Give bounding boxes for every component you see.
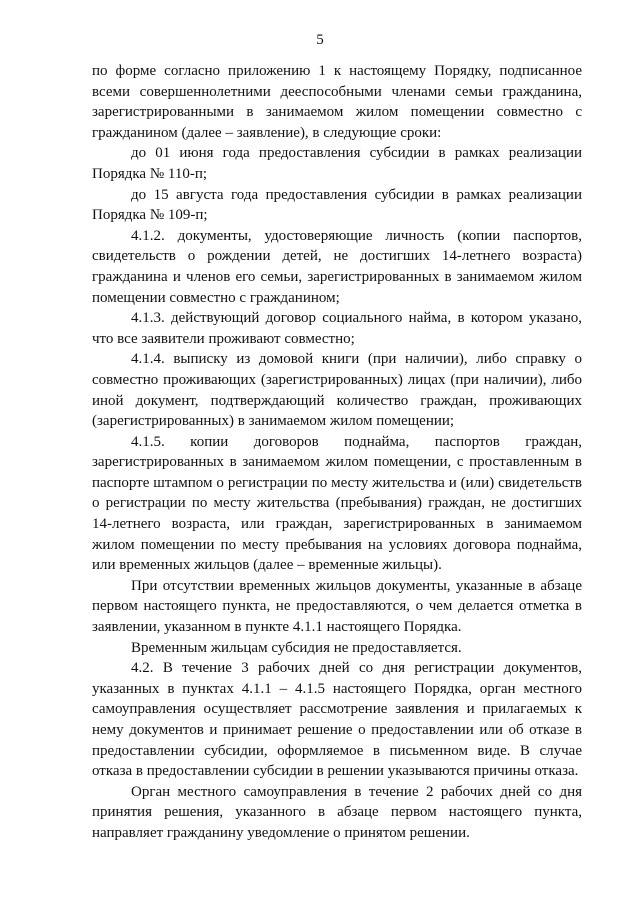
paragraph-4-1-3: 4.1.3. действующий договор социального найма, в котором указано, что все заявители проживают совместно; [92,310,582,347]
document-body [92,61,582,844]
paragraph-deadline-august: до 15 августа года предоставления субсидии в рамках реализации Порядка № 109-п; [92,186,582,224]
paragraph-4-1-4: 4.1.4. выписку из домовой книги (при наличии), либо справку о совместно проживающих (зарегистрированных) лицах (при наличии), либо иной документ, подтверждающий количество граждан, проживающих (зарегистрированных) в занимаемом жилом помещении; [92,351,582,430]
paragraph-4-1-2: 4.1.2. документы, удостоверяющие личность (копии паспортов, свидетельств о рождении детей, не достигших 14-летнего возраста) гражданина и членов его семьи, зарегистрированных в занимаемом жилом помещении совместно с гражданином; [92,227,582,306]
paragraph-4-2: 4.2. В течение 3 рабочих дней со дня регистрации документов, указанных в пунктах 4.1.1 – 4.1.5 настоящего Порядка, орган местного самоуправления осуществляет рассмотрение заявления и прилагаемых к нему документов и принимает решение о предоставлении или об отказе в предоставлении субсидии, оформляемое в письменном виде. В случае отказа в предоставлении субсидии в решении указываются причины отказа. [92,660,582,780]
paragraph-no-temporary-residents: При отсутствии временных жильцов документы, указанные в абзаце первом настоящего пункта, не предоставляются, о чем делается отметка в заявлении, указанном в пункте 4.1.1 настоящего Порядка. [92,577,582,636]
paragraph-4-1-5: 4.1.5. копии договоров поднайма, паспортов граждан, зарегистрированных в занимаемом жилом помещении, с проставленным в паспорте штампом о регистрации по месту жительства и (или) свидетельств о регистрации по месту жительства (пребывания) граждан, не достигших 14-летнего возраста, или граждан, зарегистрированных в занимаемом жилом помещении по месту пребывания на условиях договора поднайма, или временных жильцов (далее – временные жильцы). [92,433,582,574]
page-number: 5 [316,32,324,48]
paragraph-deadline-june: до 01 июня года предоставления субсидии в рамках реализации Порядка № 110-п; [92,145,582,182]
paragraph-application-form: по форме согласно приложению 1 к настоящему Порядку, подписанное всеми совершеннолетними дееспособными членами семьи гражданина, зарегистрированными в занимаемом жилом помещении совместно с гражданином (далее – заявление), в следующие сроки: [92,63,582,141]
paragraph-temporary-residents-no-subsidy: Временным жильцам субсидия не предоставляется. [131,639,462,656]
paragraph-notification: Орган местного самоуправления в течение 2 рабочих дней со дня принятия решения, указанного в абзаце первом настоящего пункта, направляет гражданину уведомление о принятом решении. [92,783,582,841]
